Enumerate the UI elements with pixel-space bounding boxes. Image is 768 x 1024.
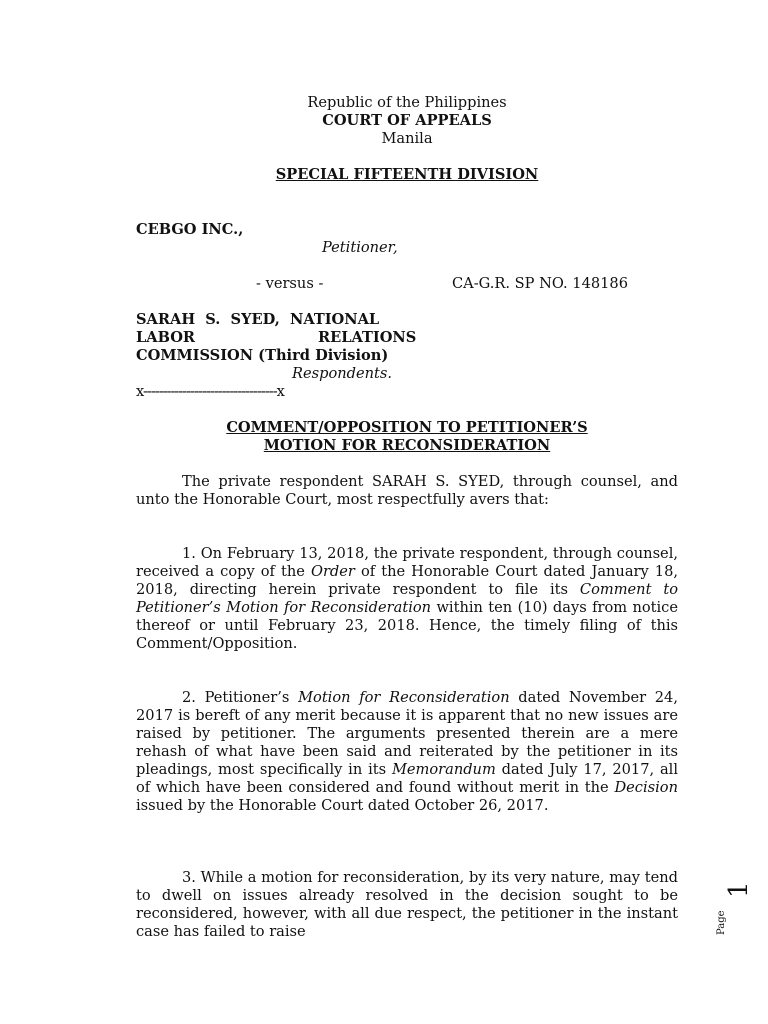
caption-separator: x----------------------------------x xyxy=(136,383,284,400)
versus: - versus - xyxy=(256,275,324,292)
respondents-line-3: COMMISSION (Third Division) xyxy=(136,347,389,364)
paragraph-1: 1. On February 13, 2018, the private respondent, through counsel, received a copy of the Order of the Honorable Court dated January 18, 2018, directing herein private respondent to file its Comment to Petitioner’s Motion for Reconsideration within ten (10) days from notice thereof or until February 23, 2018. Hence, the timely filing of this Comment/Opposition. xyxy=(136,545,679,652)
paragraph-3: 3. While a motion for reconsideration, by its very nature, may tend to dwell on issues already resolved in the decision sought to be reconsidered, however, with all due respect, the petitioner in the instant case has failed to raise xyxy=(136,869,678,940)
petitioner-name: CEBGO INC., xyxy=(136,221,244,238)
intro-paragraph: The private respondent SARAH S. SYED, through counsel, and unto the Honorable Court, most respectfully avers that: xyxy=(136,473,678,508)
court-city: Manila xyxy=(381,130,433,147)
title-line-1: COMMENT/OPPOSITION TO PETITIONER’S xyxy=(226,419,588,436)
case-number: CA-G.R. SP NO. 148186 xyxy=(452,275,629,292)
respondents-role: Respondents. xyxy=(292,365,393,382)
respondents-line-2-left: LABOR xyxy=(136,329,196,346)
respondents-line-1: SARAH S. SYED, NATIONAL xyxy=(136,311,380,328)
republic-line: Republic of the Philippines xyxy=(307,94,507,111)
paragraph-2: 2. Petitioner’s Motion for Reconsideration dated November 24, 2017 is bereft of any merit because it is apparent that no new issues are raised by petitioner. The arguments presented therein are a mere rehash of what have been said and reiterated by the petitioner in its pleadings, most specifically in its Memorandum dated July 17, 2017, all of which have been considered and found without merit in the Decision issued by the Honorable Court dated October 26, 2017. xyxy=(136,689,679,814)
page-label: Page xyxy=(716,910,727,935)
respondents-line-2-right: RELATIONS xyxy=(318,329,417,346)
division-name: SPECIAL FIFTEENTH DIVISION xyxy=(275,166,539,183)
title-line-2: MOTION FOR RECONSIDERATION xyxy=(263,437,551,454)
petitioner-role: Petitioner, xyxy=(322,239,398,256)
court-name: COURT OF APPEALS xyxy=(322,112,492,129)
page-number: 1 xyxy=(724,881,754,898)
